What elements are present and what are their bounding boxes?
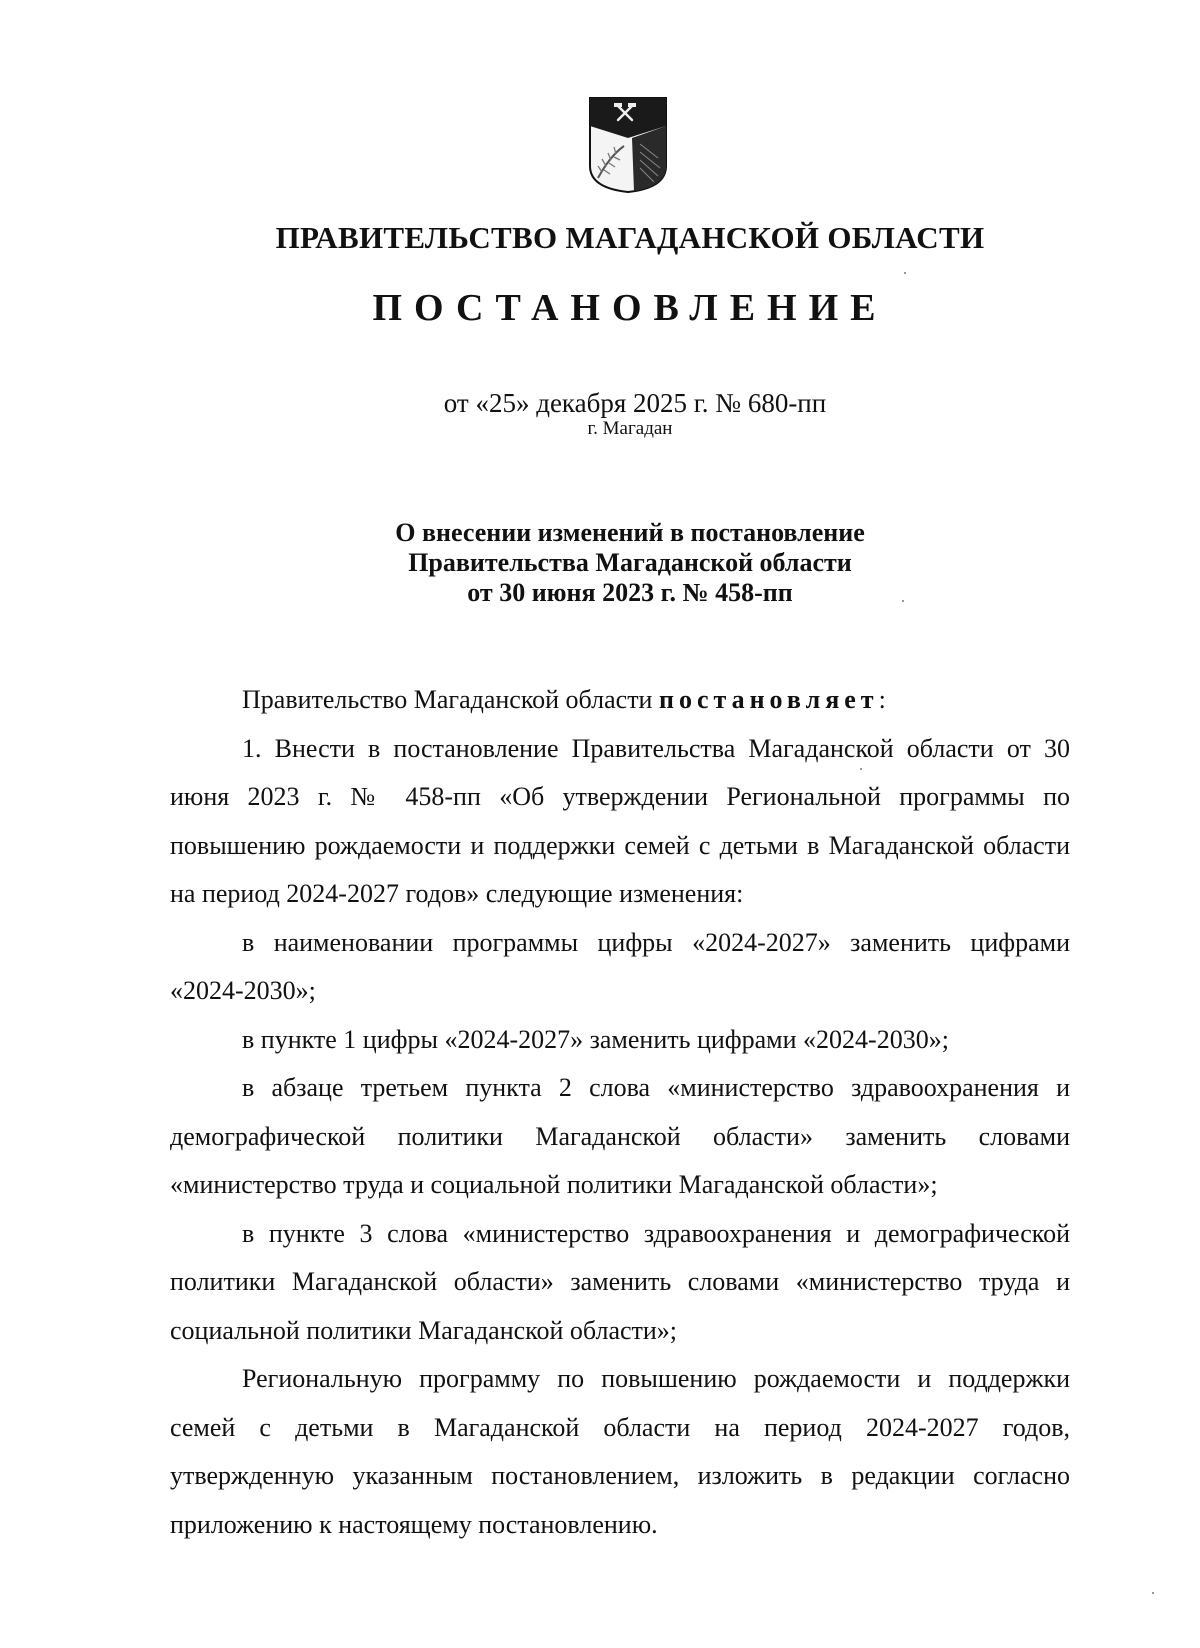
document-date-number: от «25» декабря 2025 г. № 680-пп bbox=[443, 388, 827, 418]
organization-name: ПРАВИТЕЛЬСТВО МАГАДАНСКОЙ ОБЛАСТИ bbox=[275, 220, 985, 255]
body-paragraph: в пункте 3 слова «министерство здравоохранения и демографической политики Магаданской области» заменить словами «министерство труда и социальной политики Магаданской области»; bbox=[170, 1218, 1070, 1345]
subject-line: О внесении изменений в постановление bbox=[395, 518, 865, 547]
document-type: ПОСТАНОВЛЕНИЕ bbox=[372, 287, 888, 329]
body-paragraph: 1. Внести в постановление Правительства Магаданской области от 30 июня 2023 г. № 458-пп «Об утверждении Региональной программы по повышению рождаемости и поддержки семей с детьми в Магаданской области на период 2024-2027 годов» следующие изменения: bbox=[170, 733, 1070, 908]
preamble-paragraph bbox=[170, 676, 1070, 725]
magadan-coat-of-arms-icon bbox=[588, 96, 668, 194]
subject-line: Правительства Магаданской области bbox=[408, 548, 852, 577]
body-paragraph: в пункте 1 цифры «2024-2027» заменить цифрами «2024-2030»; bbox=[242, 1024, 949, 1054]
preamble-verb: постановляет bbox=[658, 685, 879, 714]
document-body bbox=[170, 676, 1070, 1549]
document-subject bbox=[0, 518, 1200, 608]
preamble-tail: : bbox=[878, 685, 886, 714]
body-paragraph: Региональную программу по повышению рождаемости и поддержки семей с детьми в Магаданской области на период 2024-2027 годов, утвержденную указанным постановлением, изложить в редакции согласно приложению к настоящему постановлению. bbox=[170, 1364, 1070, 1539]
subject-line: от 30 июня 2023 г. № 458-пп bbox=[467, 578, 793, 607]
document-city: г. Магадан bbox=[587, 418, 673, 439]
body-paragraph: в абзаце третьем пункта 2 слова «министерство здравоохранения и демографической политики Магаданской области» заменить словами «министерство труда и социальной политики Магаданской области»; bbox=[170, 1073, 1070, 1199]
preamble-lead: Правительство Магаданской области bbox=[242, 685, 659, 714]
body-paragraph: в наименовании программы цифры «2024-2027» заменить цифрами «2024-2030»; bbox=[170, 927, 1070, 1005]
